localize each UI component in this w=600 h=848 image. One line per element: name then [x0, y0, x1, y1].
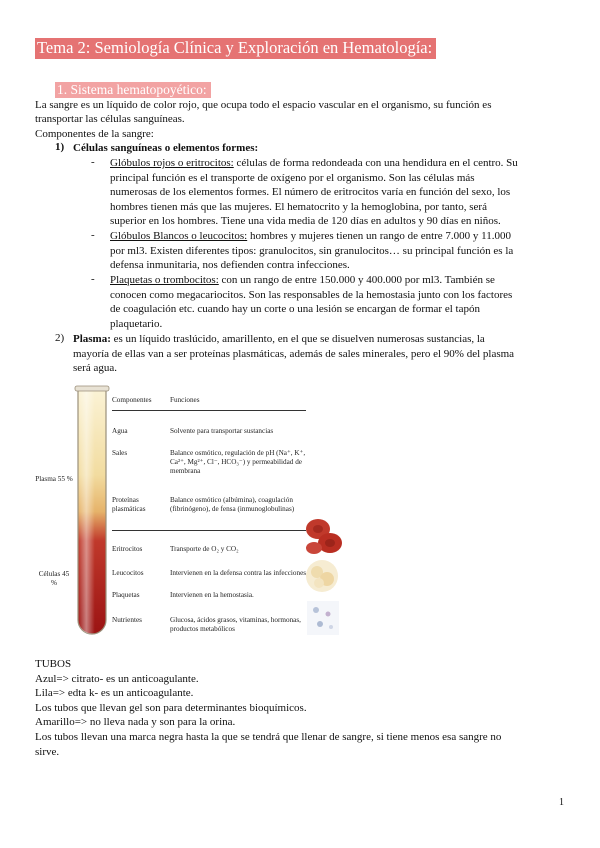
item-text: células de forma redondeada con una hendidura en el centro. Su	[233, 157, 518, 169]
tube-plasma-label: Plasma 55 %	[35, 475, 73, 483]
term: Glóbulos rojos o eritrocitos:	[110, 157, 234, 169]
row-func: Intervienen en la defensa contra las infecciones	[170, 569, 307, 577]
term: Plaquetas o trombocitos:	[110, 274, 219, 286]
bullet-dash: -	[91, 229, 95, 241]
erythrocytes-image	[304, 515, 344, 557]
tubes-line: sirve.	[35, 745, 60, 758]
list-item	[110, 273, 570, 331]
list-item	[110, 156, 570, 229]
row-func: Transporte de O₂ y CO₂	[170, 545, 239, 553]
item-text: numerosas de los elementos formes. El número de eritrocitos varía en función del sexo, los	[110, 186, 511, 199]
bullet-dash: -	[91, 273, 95, 285]
item-text: mayoría de ellas van a ser proteínas plasmáticas, además de sales minerales, pero el 90% del plasma	[73, 347, 515, 360]
page-title: Tema 2: Semiología Clínica y Exploración en Hematología:	[35, 38, 436, 59]
row-func: Glucosa, ácidos grasos, vitaminas, hormonas, productos metabólicos	[170, 616, 301, 633]
bullet-dash: -	[91, 156, 95, 168]
row-name: Nutrientes	[112, 616, 142, 624]
leukocytes-image	[304, 557, 340, 595]
tubes-heading: TUBOS	[35, 658, 72, 670]
test-tube-illustration	[72, 385, 112, 640]
section-heading: 1. Sistema hematopoyético:	[55, 82, 211, 98]
item-text: hombres tienen más que las mujeres. El hematocrito y la hemoglobina, por tanto, será	[110, 200, 487, 213]
cells-heading: Células sanguíneas o elementos formes:	[73, 142, 259, 154]
intro-line-2: transportar las células sanguíneas.	[35, 113, 185, 125]
row-name: Agua	[112, 427, 128, 435]
header-functions: Funciones	[170, 396, 200, 404]
term: Plasma:	[73, 333, 111, 345]
row-func: Balance osmótico, regulación de pH (Na⁺, K⁺, Ca²⁺, Mg²⁺, Cl⁻, HCO₃⁻) y permeabilidad de membrana	[170, 449, 306, 475]
item-text: principal función es el transporte de oxígeno por el organismo. Son las células más	[110, 171, 475, 184]
item-text: será agua.	[73, 362, 117, 375]
blood-composition-figure	[35, 385, 345, 645]
table-divider	[112, 410, 306, 411]
item-text: hombres y mujeres tienen un rango de entre 7.000 y 11.000	[247, 230, 512, 242]
item-text: defensa inmunitaria, nos defienden contra infecciones.	[110, 259, 350, 272]
tubes-section	[35, 657, 575, 759]
item-text: es un líquido traslúcido, amarillento, en el que se disuelven numerosas sustancias, la	[110, 333, 485, 345]
term: Glóbulos Blancos o leucocitos:	[110, 230, 248, 242]
row-name: Leucocitos	[112, 569, 144, 577]
page-number: 1	[559, 797, 564, 808]
list-number: 2)	[55, 332, 65, 344]
components-label: Componentes de la sangre:	[35, 128, 154, 140]
row-name: Sales	[112, 449, 128, 457]
item-text: plaquetario.	[110, 317, 163, 330]
platelets-image	[306, 600, 340, 636]
header-components: Componentes	[112, 396, 152, 404]
list-item	[110, 229, 570, 273]
row-func: Balance osmótico (albúmina), coagulación (fibrinógeno), de fensa (inmunoglobulinas)	[170, 496, 295, 513]
tubes-line: Azul=> citrato- es un anticoagulante.	[35, 672, 199, 685]
row-name: Proteínas plasmáticas	[112, 496, 146, 513]
list-number: 1)	[55, 141, 65, 153]
plasma-paragraph	[73, 332, 573, 376]
item-text: de coagulación etc. cuando hay un corte o una lesión se encargan de formar el tapón	[110, 303, 480, 316]
tubes-line: Los tubos llevan una marca negra hasta la que se tendrá que llenar de sangre, si tiene menos esa sangre no	[35, 730, 502, 743]
table-divider	[112, 530, 306, 531]
tube-cells-label: Células 45 %	[38, 570, 70, 587]
row-name: Eritrocitos	[112, 545, 143, 553]
row-name: Plaquetas	[112, 591, 140, 599]
intro-line-1: La sangre es un líquido de color rojo, que ocupa todo el espacio vascular en el organismo, su función es	[35, 99, 492, 111]
item-text: conocen como megacariocitos. Son las responsables de la hemostasia junto con los factores	[110, 288, 513, 301]
item-text: con un rango de entre 150.000 y 400.000 por ml3. También se	[218, 274, 495, 286]
item-text: por ml3. Existen diferentes tipos: granulocitos, sin granulocitos… su principal función es la	[110, 244, 514, 257]
tubes-line: Amarillo=> no lleva nada y son para la orina.	[35, 716, 236, 729]
tubes-line: Los tubos que llevan gel son para determinantes bioquímicos.	[35, 701, 307, 714]
tubes-line: Lila=> edta k- es un anticoagulante.	[35, 687, 194, 700]
item-text: superior en los hombres. Tiene una vida media de 120 días en adultos y 90 días en niños.	[110, 215, 501, 228]
row-func: Solvente para transportar sustancias	[170, 427, 274, 435]
row-func: Intervienen en la hemostasia.	[170, 591, 254, 599]
